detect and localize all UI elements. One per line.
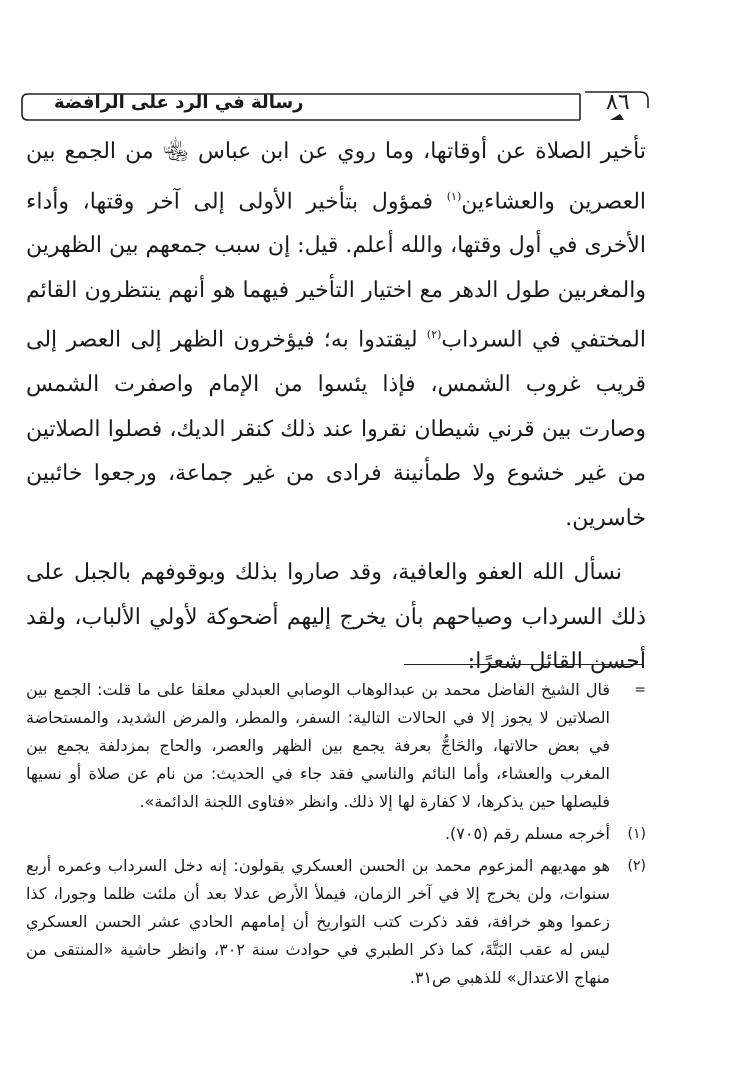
paragraph-1-text-a: تأخير الصلاة عن أوقاتها، وما روي عن ابن عباس ﵄ من الجمع بين العصرين والعشاءين xyxy=(26,139,647,214)
paragraph-2: نسأل الله العفو والعافية، وقد صاروا بذلك وبوقوفهم بالجبل على ذلك السرداب وصياحهم بأن يخرج إليهم أضحوكة لأولي الألباب، ولقد أحسن القائل شعرًا: xyxy=(26,560,646,675)
footnote-1 xyxy=(26,820,646,848)
main-text xyxy=(26,130,646,685)
footnote-2 xyxy=(26,852,646,992)
page-number: ٨٦ xyxy=(606,90,630,115)
footnote-1-marker: (١) xyxy=(627,826,646,842)
footnotes xyxy=(26,676,646,996)
paragraph-1-text-c: ليقتدوا به؛ فيؤخرون الظهر إلى العصر إلى قريب غروب الشمس، فإذا يئسوا من الإمام واصفرت الشمس وصارت بين قرني شيطان نقروا عند ذلك كنقر الديك، فصلوا الصلاتين من غير خشوع ولا طمأنينة فرادى من غير جماعة، ورجعوا خائبين خاسرين. xyxy=(26,327,646,531)
continuation-marker: = xyxy=(634,682,646,698)
page-header xyxy=(20,90,652,124)
footnote-2-text: هو مهديهم المزعوم محمد بن الحسن العسكري يقولون: إنه دخل السرداب وعمره أربع سنوات، ولن يخرج إلا في آخر الزمان، فيملأ الأرض عدلا بعد أن ملئت ظلما وجورا، كذا زعموا وهو خرافة، فقد ذكرت كتب التواريخ أن إمامهم الحادي عشر الحسن العسكري ليس له عقب البَتَّةَ، كما ذكر الطبري في حوادث سنة ٣٠٢، وانظر حاشية «المنتقى من منهاج الاعتدال» للذهبي ص٣١. xyxy=(26,856,611,987)
paragraph-1-text-b: فمؤول بتأخير الأولى إلى آخر وقتها، وأداء الأخرى في أول وقتها، والله أعلم. قيل: إن سبب جمعهم بين الظهرين والمغربين طول الدهر مع اختيار التأخير فيهما هو أنهم ينتظرون القائم المختفي في السرداب xyxy=(26,188,646,353)
footnote-ref-1: (١) xyxy=(446,189,462,203)
footnote-separator xyxy=(404,664,644,665)
running-title: رسالة في الرد على الرافضة xyxy=(54,92,304,113)
footnote-2-marker: (٢) xyxy=(627,858,646,874)
paragraph-1 xyxy=(26,130,646,541)
footnote-continuation xyxy=(26,676,646,816)
footnote-ref-2: (٢) xyxy=(426,328,442,342)
footnote-continuation-text: قال الشيخ الفاضل محمد بن عبدالوهاب الوصابي العبدلي معلقا على ما قلت: الجمع بين الصلاتين لا يجوز إلا في الحالات التالية: السفر، والمطر، والمرض الشديد، والمستحاضة في بعض حالاتها، والحَاجُّ بعرفة يجمع بين الظهر والعصر، والحاج بمزدلفة يجمع بين المغرب والعشاء، وأما النائم والناسي فقد جاء في الحديث: من نام عن صلاة أو نسيها فليصلها حين يذكرها، لا كفارة لها إلا ذلك. وانظر «فتاوى اللجنة الدائمة». xyxy=(26,680,610,811)
footnote-1-text: أخرجه مسلم رقم (٧٠٥). xyxy=(444,824,610,843)
